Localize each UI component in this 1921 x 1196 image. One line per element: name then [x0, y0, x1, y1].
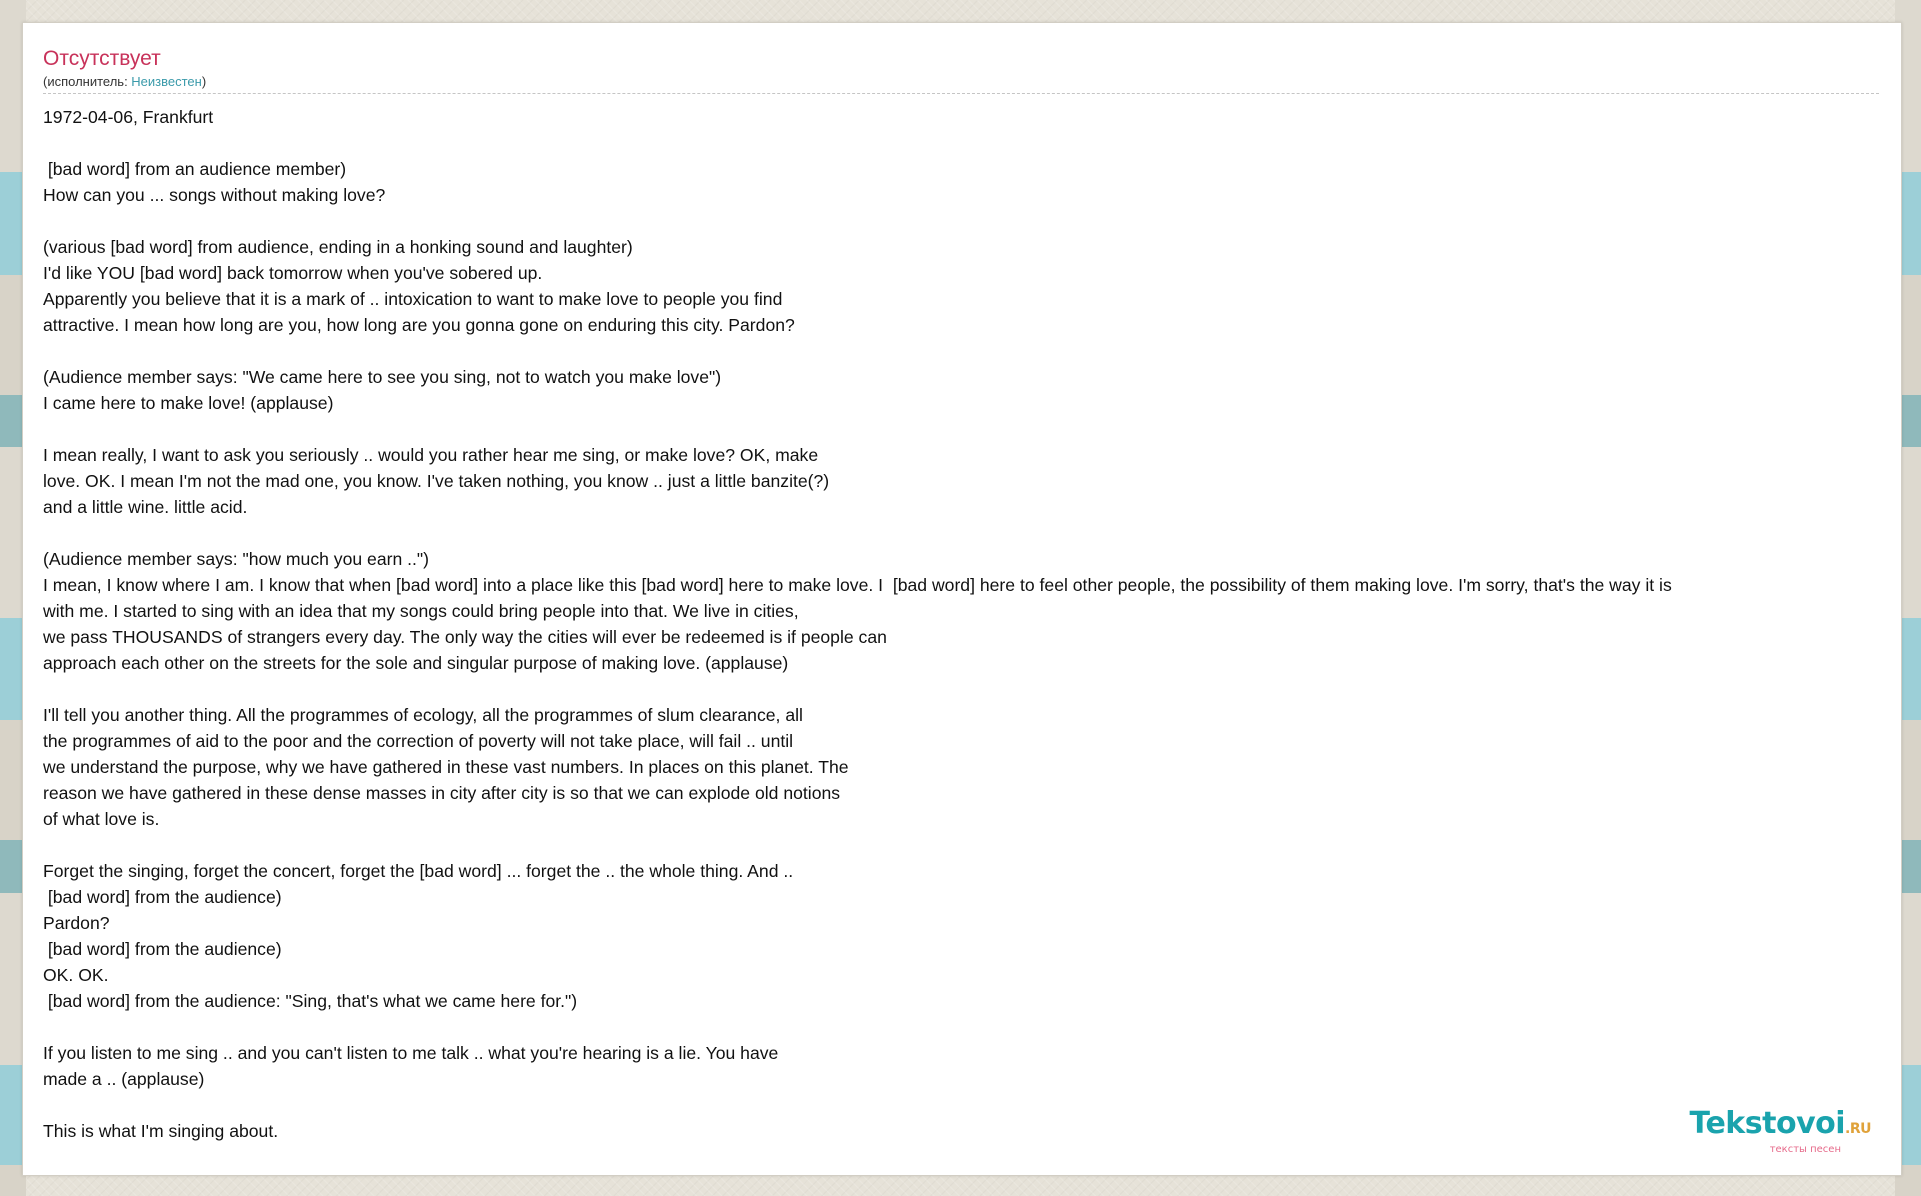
lyrics-page — [22, 22, 1902, 1176]
song-title: Отсутствует — [43, 47, 161, 70]
logo-tld: .RU — [1845, 1121, 1871, 1137]
logo-name: Tekstovoi — [1689, 1106, 1846, 1141]
song-header — [43, 45, 1879, 94]
artist-prefix: (исполнитель: — [43, 74, 132, 89]
logo-wordmark — [1689, 1108, 1871, 1145]
artist-line — [43, 73, 1879, 91]
logo-tagline: тексты песен — [1769, 1144, 1841, 1155]
artist-link[interactable]: Неизвестен — [131, 74, 202, 89]
lyrics-text: 1972-04-06, Frankfurt [bad word] from an audience member) How can you ... songs without making love? (various [bad word] from audience, ending in a honking sound and laughter) I'd like YOU [bad word] back tomorrow when you've sobered up. Apparently you believe that it is a mark of .. intoxication to want to make love to people you find attractive. I mean how long are you, how long are you gonna gone on enduring this city. Pardon? (Audience member says: "We came here to see you sing, not to watch you make love") I came here to make love! (applause) I mean really, I want to ask you seriously .. would you rather hear me sing, or make love? OK, make love. OK. I mean I'm not the mad one, you know. I've taken nothing, you know .. just a little banzite(?) and a little wine. little acid. (Audience member says: "how much you earn ..") I mean, I know where I am. I know that when [bad word] into a place like this [bad word] here to make love. I [bad word] here to feel other people, the possibility of them making love. I'm sorry, that's the way it is with me. I started to sing with an idea that my songs could bring people into that. We live in cities, we pass THOUSANDS of strangers every day. The only way the cities will ever be redeemed is if people can approach each other on the streets for the sole and singular purpose of making love. (applause) I'll tell you another thing. All the programmes of ecology, all the programmes of slum clearance, all the programmes of aid to the poor and the correction of poverty will not take place, will fail .. until we understand the purpose, why we have gathered in these vast numbers. In places on this planet. The reason we have gathered in these dense masses in city after city is so that we can explode old notions of what love is. Forget the singing, forget the concert, forget the [bad word] ... forget the .. the whole thing. And .. [bad word] from the audience) Pardon? [bad word] from the audience) OK. OK. [bad word] from the audience: "Sing, that's what we came here for.") If you listen to me sing .. and you can't listen to me talk .. what you're hearing is a lie. You have made a .. (applause) This is what I'm singing about. — [43, 107, 1672, 1141]
artist-suffix: ) — [201, 74, 207, 89]
site-logo[interactable] — [1689, 1108, 1871, 1155]
